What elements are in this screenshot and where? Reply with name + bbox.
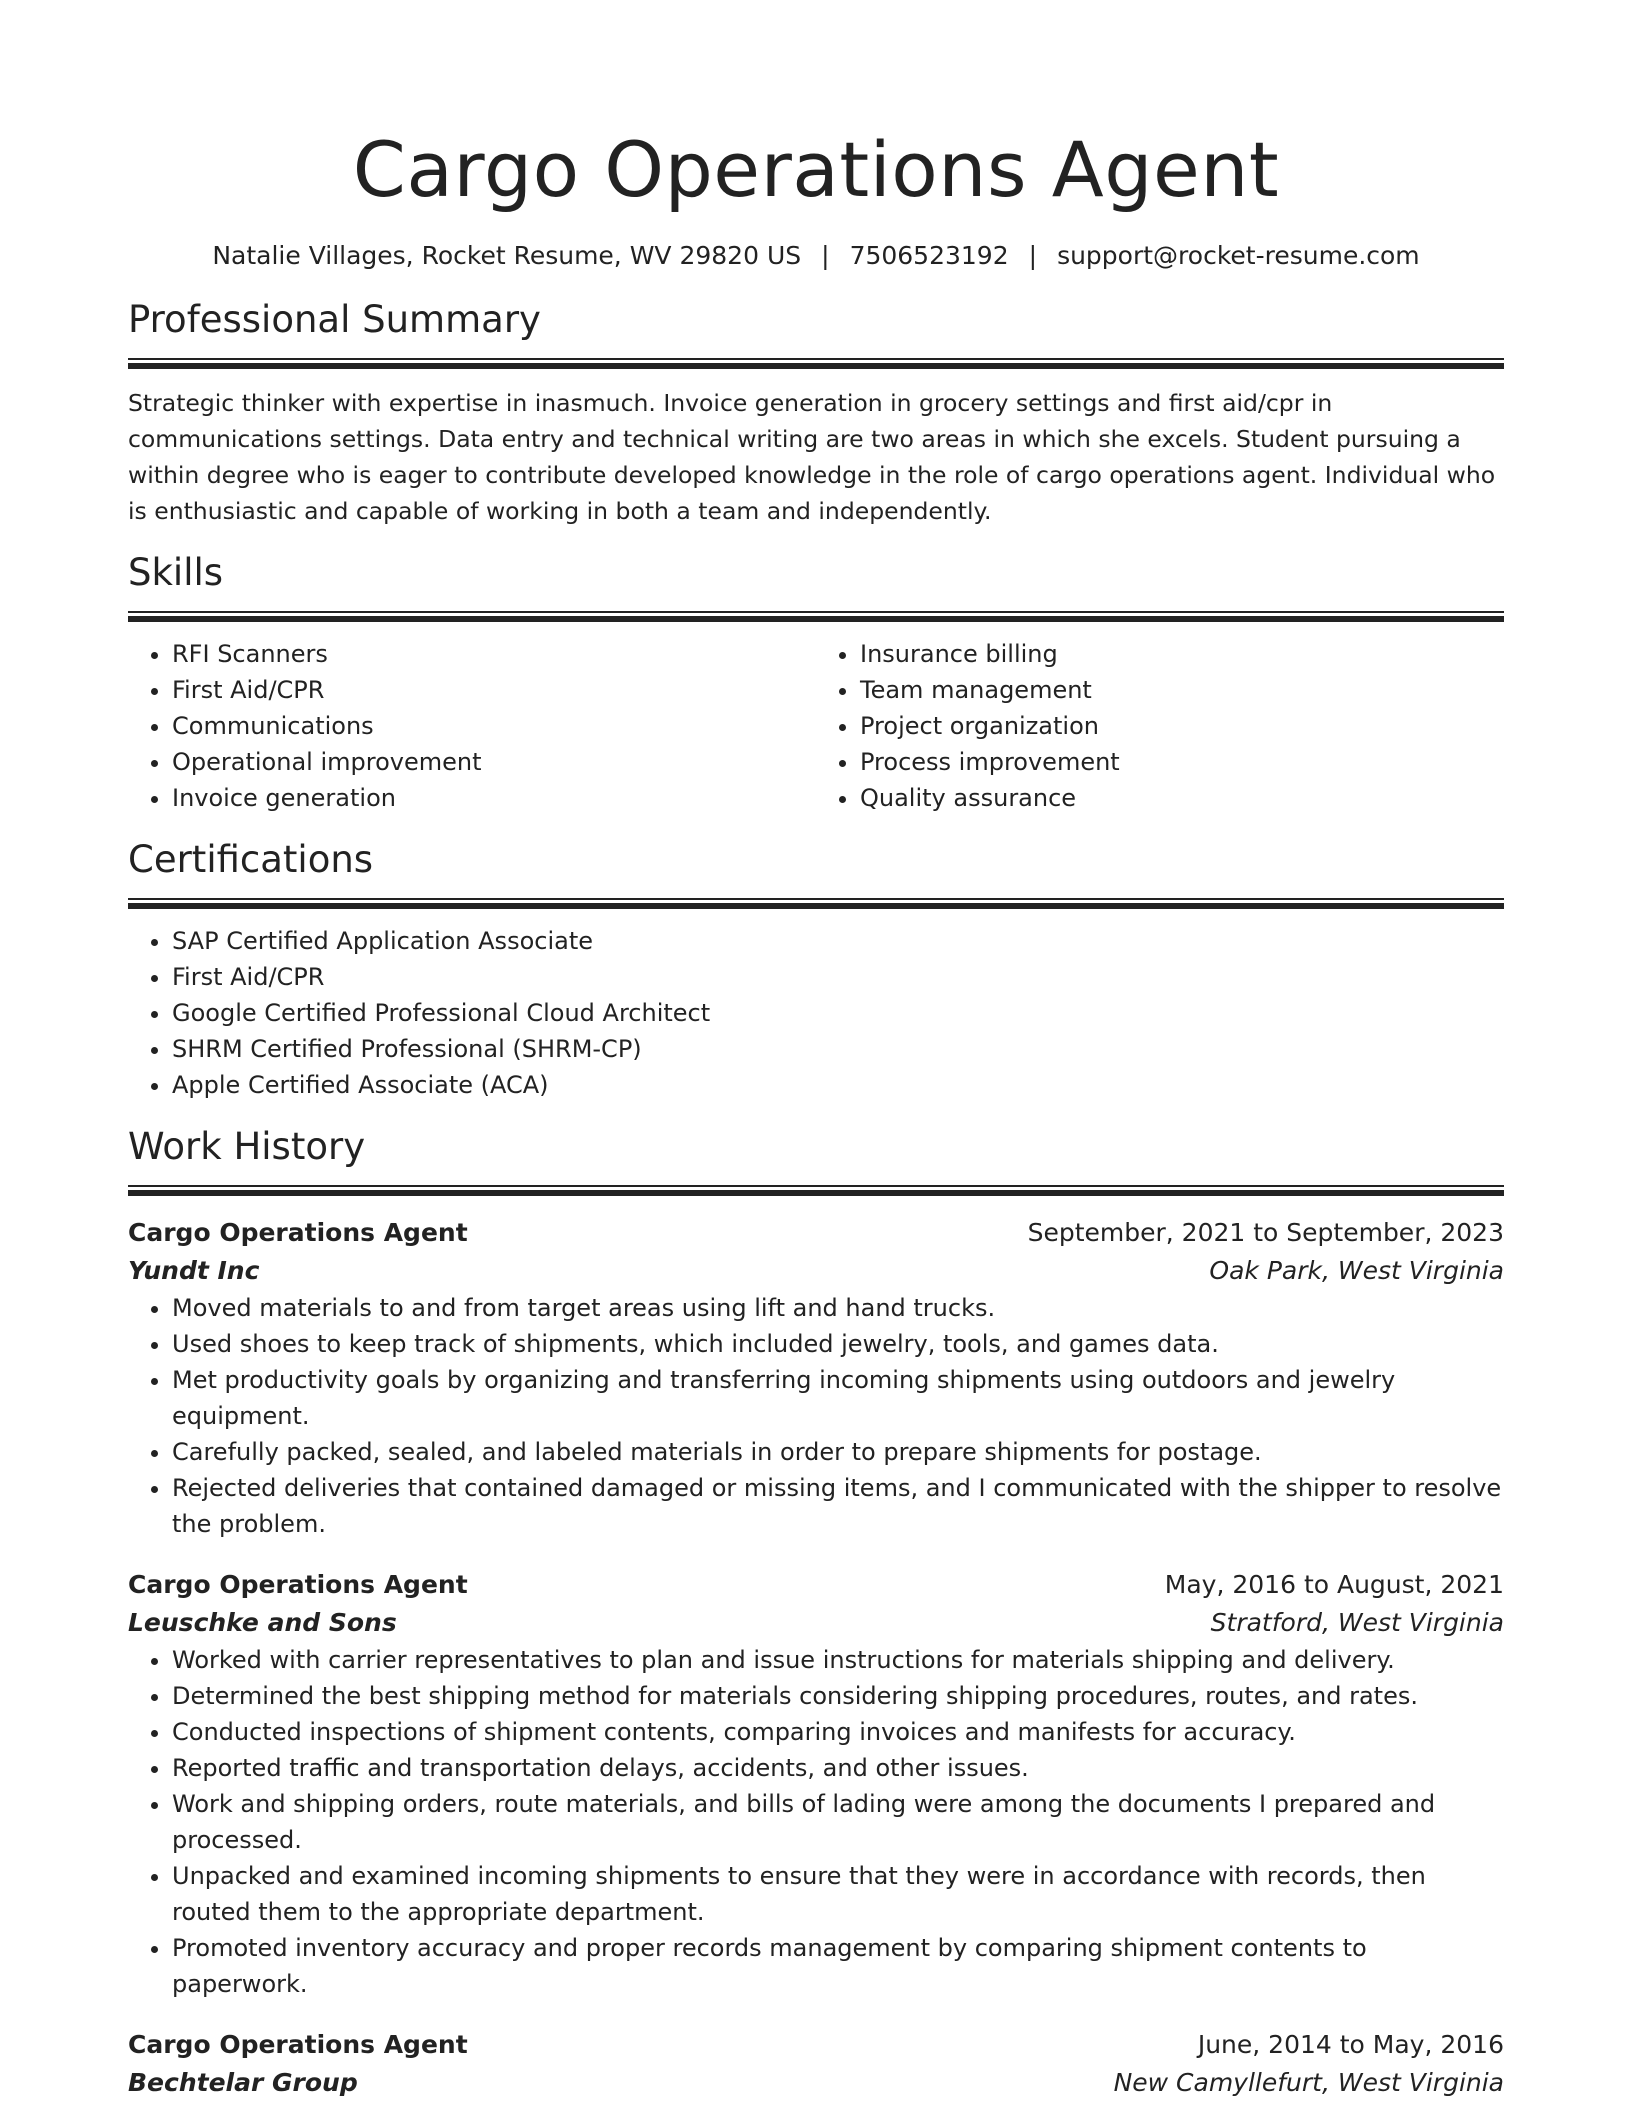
job-dates: September, 2021 to September, 2023: [1027, 1218, 1504, 1247]
job-bullet: • Carefully packed, sealed, and labeled materials in order to prepare shipments for postage.: [172, 1434, 1504, 1470]
job-bullet: • Used shoes to keep track of shipments, which included jewelry, tools, and games data.: [172, 1326, 1504, 1362]
skills-grid: [128, 636, 1504, 816]
job-bullets: [128, 1290, 1504, 1542]
skill-item: • Process improvement: [860, 744, 1504, 780]
job-entry: [128, 2026, 1504, 2102]
job-header-row: [128, 2026, 1504, 2064]
job-bullet: • Met productivity goals by organizing and transferring incoming shipments using outdoors and jewelry equipment.: [172, 1362, 1504, 1434]
skill-item: • Operational improvement: [172, 744, 816, 780]
skill-item: • Project organization: [860, 708, 1504, 744]
contact-phone: 7506523192: [849, 241, 1009, 270]
certification-item: • SAP Certified Application Associate: [172, 923, 1504, 959]
contact-separator: |: [1028, 241, 1038, 270]
skill-item: • Communications: [172, 708, 816, 744]
contact-line: [128, 238, 1504, 274]
job-title: Cargo Operations Agent: [128, 2030, 468, 2059]
resume-page: [128, 0, 1504, 2102]
job-company: Bechtelar Group: [128, 2068, 358, 2097]
certifications-list: [128, 923, 1504, 1103]
job-location: Stratford, West Virginia: [1210, 1608, 1504, 1637]
job-bullet: • Conducted inspections of shipment contents, comparing invoices and manifests for accuracy.: [172, 1714, 1504, 1750]
job-entry: [128, 1566, 1504, 2002]
job-company-row: [128, 2064, 1504, 2102]
job-bullets: [128, 1642, 1504, 2002]
job-dates: June, 2014 to May, 2016: [1197, 2030, 1504, 2059]
certifications-heading: Certifications: [128, 838, 374, 881]
job-bullet: • Unpacked and examined incoming shipments to ensure that they were in accordance with records, then routed them to the appropriate department.: [172, 1858, 1504, 1930]
section-divider: [128, 358, 1504, 369]
job-dates: May, 2016 to August, 2021: [1164, 1570, 1504, 1599]
work-section: [128, 1123, 1504, 2102]
skill-item: • Invoice generation: [172, 780, 816, 816]
skill-item: • RFI Scanners: [172, 636, 816, 672]
job-bullet: • Reported traffic and transportation delays, accidents, and other issues.: [172, 1750, 1504, 1786]
job-bullet: • Rejected deliveries that contained damaged or missing items, and I communicated with the shipper to resolve the problem.: [172, 1470, 1504, 1542]
job-bullet: • Determined the best shipping method for materials considering shipping procedures, routes, and rates.: [172, 1678, 1504, 1714]
certification-item: • First Aid/CPR: [172, 959, 1504, 995]
certification-item: • Google Certified Professional Cloud Architect: [172, 995, 1504, 1031]
job-location: Oak Park, West Virginia: [1209, 1256, 1504, 1285]
job-header-row: [128, 1214, 1504, 1252]
skills-heading: Skills: [128, 551, 224, 594]
job-company-row: [128, 1604, 1504, 1642]
job-company-row: [128, 1252, 1504, 1290]
work-heading: Work History: [128, 1125, 366, 1168]
skill-item: • Insurance billing: [860, 636, 1504, 672]
certification-item: • Apple Certified Associate (ACA): [172, 1067, 1504, 1103]
job-bullet: • Work and shipping orders, route materials, and bills of lading were among the documents I prepared and processed.: [172, 1786, 1504, 1858]
summary-heading: Professional Summary: [128, 298, 541, 341]
job-bullet: • Worked with carrier representatives to plan and issue instructions for materials shipping and delivery.: [172, 1642, 1504, 1678]
summary-section: [128, 296, 1504, 529]
job-bullet: • Moved materials to and from target areas using lift and hand trucks.: [172, 1290, 1504, 1326]
job-bullet: • Promoted inventory accuracy and proper records management by comparing shipment contents to paperwork.: [172, 1930, 1504, 2002]
certification-item: • SHRM Certified Professional (SHRM-CP): [172, 1031, 1504, 1067]
contact-email[interactable]: support@rocket-resume.com: [1057, 241, 1420, 270]
section-divider: [128, 1185, 1504, 1196]
contact-separator: |: [821, 241, 830, 270]
skill-item: • Team management: [860, 672, 1504, 708]
job-company: Leuschke and Sons: [128, 1608, 397, 1637]
resume-name: Cargo Operations Agent: [352, 125, 1280, 214]
job-title: Cargo Operations Agent: [128, 1218, 468, 1247]
skills-section: [128, 549, 1504, 816]
section-divider: [128, 611, 1504, 622]
skills-right-list: [816, 636, 1504, 816]
job-location: New Camyllefurt, West Virginia: [1113, 2068, 1504, 2097]
section-divider: [128, 898, 1504, 909]
skill-item: • First Aid/CPR: [172, 672, 816, 708]
skills-left-list: [128, 636, 816, 816]
summary-text: Strategic thinker with expertise in inasmuch. Invoice generation in grocery settings and first aid/cpr in communications settings. Data entry and technical writing are two areas in which she excels. Student pursuing a within degree who is eager to contribute developed knowledge in the role of cargo operations agent. Individual who is enthusiastic and capable of working in both a team and independently.: [128, 389, 1496, 525]
job-title: Cargo Operations Agent: [128, 1570, 468, 1599]
job-entry: [128, 1214, 1504, 1542]
skill-item: • Quality assurance: [860, 780, 1504, 816]
certifications-section: [128, 836, 1504, 1103]
job-header-row: [128, 1566, 1504, 1604]
job-company: Yundt Inc: [128, 1256, 260, 1285]
contact-address: Natalie Villages, Rocket Resume, WV 29820 US: [212, 241, 802, 270]
